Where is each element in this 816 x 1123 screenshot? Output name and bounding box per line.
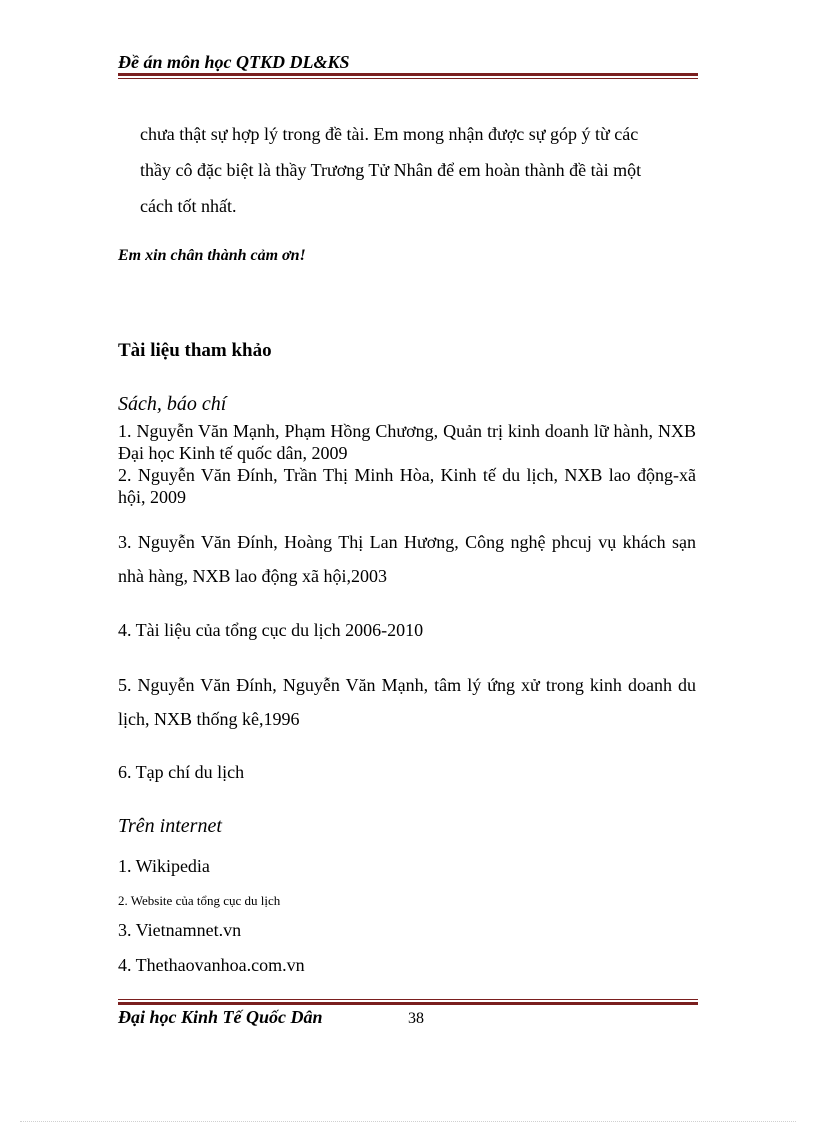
internet-ref-3: 3. Vietnamnet.vn [118, 920, 242, 940]
header-rule [118, 73, 698, 76]
internet-ref-4: 4. Thethaovanhoa.com.vn [118, 955, 305, 975]
book-ref-2: 2. Nguyễn Văn Đính, Trần Thị Minh Hòa, Kinh tế du lịch, NXB lao động-xã hội, 2009 [118, 465, 696, 507]
footer-university: Đại học Kinh Tế Quốc Dân [118, 1007, 323, 1027]
thanks-line: Em xin chân thành cảm ơn! [118, 247, 306, 264]
book-ref-3: 3. Nguyễn Văn Đính, Hoàng Thị Lan Hương, Công nghệ phcuj vụ khách sạn nhà hàng, NXB lao động xã hội,2003 [118, 532, 696, 586]
references-heading: Tài liệu tham khảo [118, 340, 272, 361]
header-rule-thin [118, 78, 698, 79]
book-ref-5: 5. Nguyễn Văn Đính, Nguyễn Văn Mạnh, tâm lý ứng xử trong kinh doanh du lịch, NXB thống kê,1996 [118, 675, 696, 729]
closing-paragraph: chưa thật sự hợp lý trong đề tài. Em mong nhận được sự góp ý từ các thầy cô đặc biệt là thầy Trương Tử Nhân để em hoàn thành đề tài một cách tốt nhất. [140, 124, 642, 216]
page-bottom-border [20, 1121, 796, 1122]
book-ref-6: 6. Tạp chí du lịch [118, 762, 245, 782]
footer-rule-thin [118, 999, 698, 1000]
internet-ref-1: 1. Wikipedia [118, 856, 210, 876]
book-ref-4: 4. Tài liệu của tổng cục du lịch 2006-2010 [118, 620, 424, 640]
footer-rule [118, 1002, 698, 1005]
internet-ref-2: 2. Website của tổng cục du lịch [118, 893, 281, 908]
books-heading: Sách, báo chí [118, 393, 227, 415]
internet-heading: Trên internet [118, 815, 222, 837]
page-number: 38 [408, 1010, 424, 1027]
book-ref-1: 1. Nguyễn Văn Mạnh, Phạm Hồng Chương, Quản trị kinh doanh lữ hành, NXB Đại học Kinh tế quốc dân, 2009 [118, 421, 696, 463]
header-title: Đề án môn học QTKD DL&KS [118, 52, 350, 72]
